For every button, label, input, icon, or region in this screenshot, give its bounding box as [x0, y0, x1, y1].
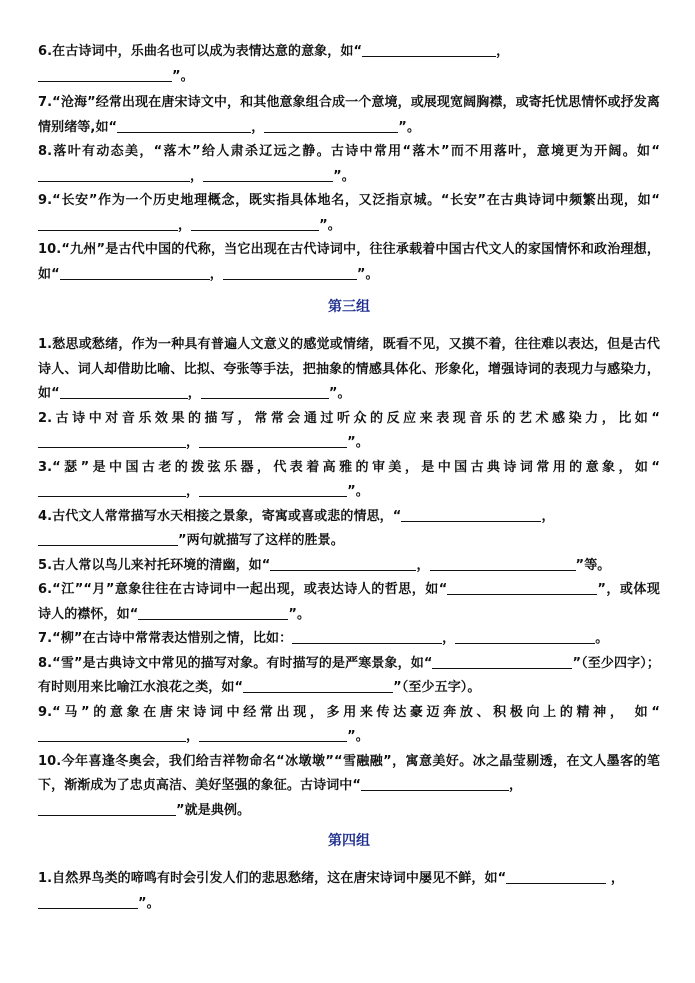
question-text: ”。	[288, 606, 311, 622]
question-text: 6.“江”“月”意象往往在古诗词中一起出现，或表达诗人的哲思，如“	[38, 582, 448, 597]
answer-blank[interactable]	[199, 433, 347, 448]
question-text: 1.自然界鸟类的啼鸣有时会引发人们的悲思愁绪，这在唐宋诗词中屡见不鲜，如“	[38, 871, 507, 886]
question-text: 7.“沧海”经常出现在唐宋诗文中，和其他意象组合成一个意境，或展现宽阔胸襟，或寄托忧思情怀或抒发离情别绪等,如“	[38, 95, 660, 135]
question-g2-7	[38, 91, 660, 140]
question-text: 6.在古诗词中，乐曲名也可以成为表情达意的意象，如“	[38, 44, 363, 59]
question-g3-10	[38, 750, 660, 824]
question-text: ，	[209, 266, 223, 282]
answer-blank[interactable]	[38, 167, 190, 182]
question-text: ，	[251, 119, 265, 135]
answer-blank[interactable]	[264, 118, 398, 133]
group4-title: 第四组	[328, 833, 370, 849]
question-text: ”就是典例。	[176, 802, 251, 818]
question-text: 8.落叶有动态美，“落木”给人肃杀辽远之静。古诗中常用“落木”而不用落叶，意境更为开阔。如“	[38, 144, 660, 159]
question-text: ，	[416, 557, 430, 573]
answer-blank[interactable]	[201, 384, 329, 399]
question-text: ”两句就描写了这样的胜景。	[178, 533, 344, 548]
answer-blank[interactable]	[506, 869, 606, 884]
question-text: ，	[442, 631, 456, 646]
answer-blank[interactable]	[199, 482, 347, 497]
answer-blank[interactable]	[270, 556, 416, 571]
question-g3-8	[38, 652, 660, 701]
question-g3-4	[38, 505, 660, 554]
answer-blank[interactable]	[38, 67, 172, 82]
question-text: ，	[541, 508, 555, 524]
group3-title: 第三组	[328, 299, 370, 315]
question-g4-1	[38, 867, 660, 916]
question-g3-3	[38, 456, 660, 505]
question-text: 3.“瑟”是中国古老的拨弦乐器，代表着高雅的审美，是中国古典诗词常用的意象，如“	[38, 459, 660, 475]
question-text: 4.古代文人常常描写水天相接之景象，寄寓或喜或悲的情思，“	[38, 508, 402, 524]
question-g3-7	[38, 627, 660, 652]
answer-blank[interactable]	[191, 216, 319, 231]
question-text: ”等。	[575, 557, 611, 573]
answer-blank[interactable]	[60, 384, 188, 399]
question-g2-8	[38, 140, 660, 189]
question-text: ”。	[398, 119, 421, 135]
question-text: ，	[187, 386, 201, 401]
question-g2-6	[38, 40, 660, 89]
answer-blank[interactable]	[243, 678, 393, 693]
answer-blank[interactable]	[361, 776, 509, 791]
question-text: ，	[496, 44, 510, 59]
answer-blank[interactable]	[292, 629, 442, 644]
question-text: ”（至少五字）。	[393, 680, 481, 695]
answer-blank[interactable]	[38, 482, 186, 497]
question-g3-6	[38, 578, 660, 627]
answer-blank[interactable]	[455, 629, 595, 644]
question-g3-2	[38, 407, 660, 456]
answer-blank[interactable]	[117, 118, 251, 133]
question-text: 5.古人常以鸟儿来衬托环境的清幽，如“	[38, 557, 271, 573]
answer-blank[interactable]	[199, 727, 347, 742]
worksheet-page	[38, 40, 660, 916]
question-text: 10.“九州”是古代中国的代称，当它出现在古代诗词中，往往承载着中国古代文人的家国情怀和政治理想，如“	[38, 242, 660, 282]
question-text: 7.“柳”在古诗中常常表达惜别之情，比如：	[38, 631, 293, 646]
answer-blank[interactable]	[38, 801, 176, 816]
question-g3-9	[38, 701, 660, 750]
question-text: ，	[606, 871, 624, 886]
answer-blank[interactable]	[432, 654, 572, 669]
question-text: ，	[186, 729, 200, 744]
question-text: ，	[509, 778, 523, 793]
question-g3-1	[38, 333, 660, 407]
question-text: ，	[178, 217, 192, 233]
answer-blank[interactable]	[223, 265, 357, 280]
answer-blank[interactable]	[60, 265, 210, 280]
question-text: 10.今年喜逢冬奥会，我们给吉祥物命名“冰墩墩”“雪融融”，寓意美好。冰之晶莹剔透，在文人墨客的笔下，渐渐成为了忠贞高洁、美好坚强的象征。古诗词中“	[38, 753, 660, 793]
question-text: ”。	[172, 68, 194, 84]
answer-blank[interactable]	[38, 727, 186, 742]
question-text: ”。	[319, 217, 341, 233]
question-text: ，	[186, 484, 200, 499]
question-g2-9	[38, 189, 660, 238]
answer-blank[interactable]	[138, 605, 288, 620]
question-text: ”（至少四字）；有时则用来比喻江水浪花之类，如“	[38, 655, 660, 695]
question-text: 8.“雪”是古典诗文中常见的描写对象。有时描写的是严寒景象，如“	[38, 655, 433, 671]
question-text: ”。	[356, 266, 379, 282]
answer-blank[interactable]	[38, 216, 178, 231]
question-text: ”。	[347, 729, 369, 744]
question-text: ，	[190, 168, 204, 184]
question-text: 1.愁思或愁绪，作为一种具有普遍人文意义的感觉或情绪，既看不见，又摸不着，往往难以表达，但是古代诗人、词人却借助比喻、比拟、夸张等手法，把抽象的情感具体化、形象化，增强诗词的表现力与感染力，如“	[38, 337, 660, 401]
answer-blank[interactable]	[203, 167, 333, 182]
answer-blank[interactable]	[38, 433, 186, 448]
question-text: 2.古诗中对音乐效果的描写，常常会通过听众的反应来表现音乐的艺术感染力，比如“	[38, 410, 660, 426]
answer-blank[interactable]	[362, 42, 496, 57]
question-g3-5	[38, 554, 660, 579]
question-text: ”。	[328, 386, 351, 401]
question-text: ”。	[333, 168, 355, 184]
answer-blank[interactable]	[38, 894, 138, 909]
question-text: 。	[595, 631, 609, 646]
question-text: ”，或体现诗人的襟怀，如“	[38, 582, 660, 622]
question-text: 9.“长安”作为一个历史地理概念，既实指具体地名，又泛指京城。“长安”在古典诗词中频繁出现，如“	[38, 193, 660, 208]
answer-blank[interactable]	[401, 507, 541, 522]
answer-blank[interactable]	[447, 580, 597, 595]
question-text: 9.“马”的意象在唐宋诗词中经常出现，多用来传达豪迈奔放、积极向上的精神， 如“	[38, 704, 660, 720]
question-g2-10	[38, 238, 660, 287]
question-text: ”。	[347, 435, 369, 450]
question-text: ”。	[138, 895, 160, 911]
answer-blank[interactable]	[430, 556, 576, 571]
question-text: ，	[186, 435, 200, 450]
question-text: ”。	[347, 484, 369, 499]
answer-blank[interactable]	[38, 531, 178, 546]
